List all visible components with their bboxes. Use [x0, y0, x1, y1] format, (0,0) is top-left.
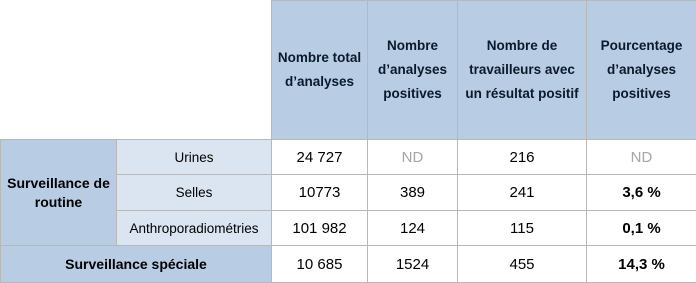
cell-positives: 124 — [368, 211, 458, 246]
cell-positives: 1524 — [368, 246, 458, 283]
cell-percentage: 0,1 % — [587, 211, 696, 246]
table-row — [1, 140, 696, 175]
empty-corner-cell — [1, 1, 272, 140]
row-label: Selles — [117, 175, 272, 211]
row-label: Anthroporadiométries — [117, 211, 272, 246]
cell-workers: 241 — [458, 175, 587, 211]
header-total-analyses: Nombre total d’analyses — [272, 1, 368, 140]
header-percentage-positive: Pourcentage d’analyses positives — [587, 1, 696, 140]
special-surveillance-label: Surveillance spéciale — [1, 246, 272, 283]
cell-workers: 115 — [458, 211, 587, 246]
cell-positives: 389 — [368, 175, 458, 211]
row-label: Urines — [117, 140, 272, 175]
header-positive-analyses: Nombre d’analyses positives — [368, 1, 458, 140]
cell-workers: 455 — [458, 246, 587, 283]
cell-percentage: 14,3 % — [587, 246, 696, 283]
routine-surveillance-label: Surveillance de routine — [1, 140, 117, 246]
cell-positives: ND — [368, 140, 458, 175]
header-workers-positive: Nombre de travailleurs avec un résultat positif — [458, 1, 587, 140]
header-row — [1, 1, 696, 140]
cell-total: 10 685 — [272, 246, 368, 283]
cell-total: 10773 — [272, 175, 368, 211]
cell-percentage: ND — [587, 140, 696, 175]
cell-total: 24 727 — [272, 140, 368, 175]
cell-percentage: 3,6 % — [587, 175, 696, 211]
special-surveillance-row — [1, 246, 696, 283]
cell-total: 101 982 — [272, 211, 368, 246]
cell-workers: 216 — [458, 140, 587, 175]
